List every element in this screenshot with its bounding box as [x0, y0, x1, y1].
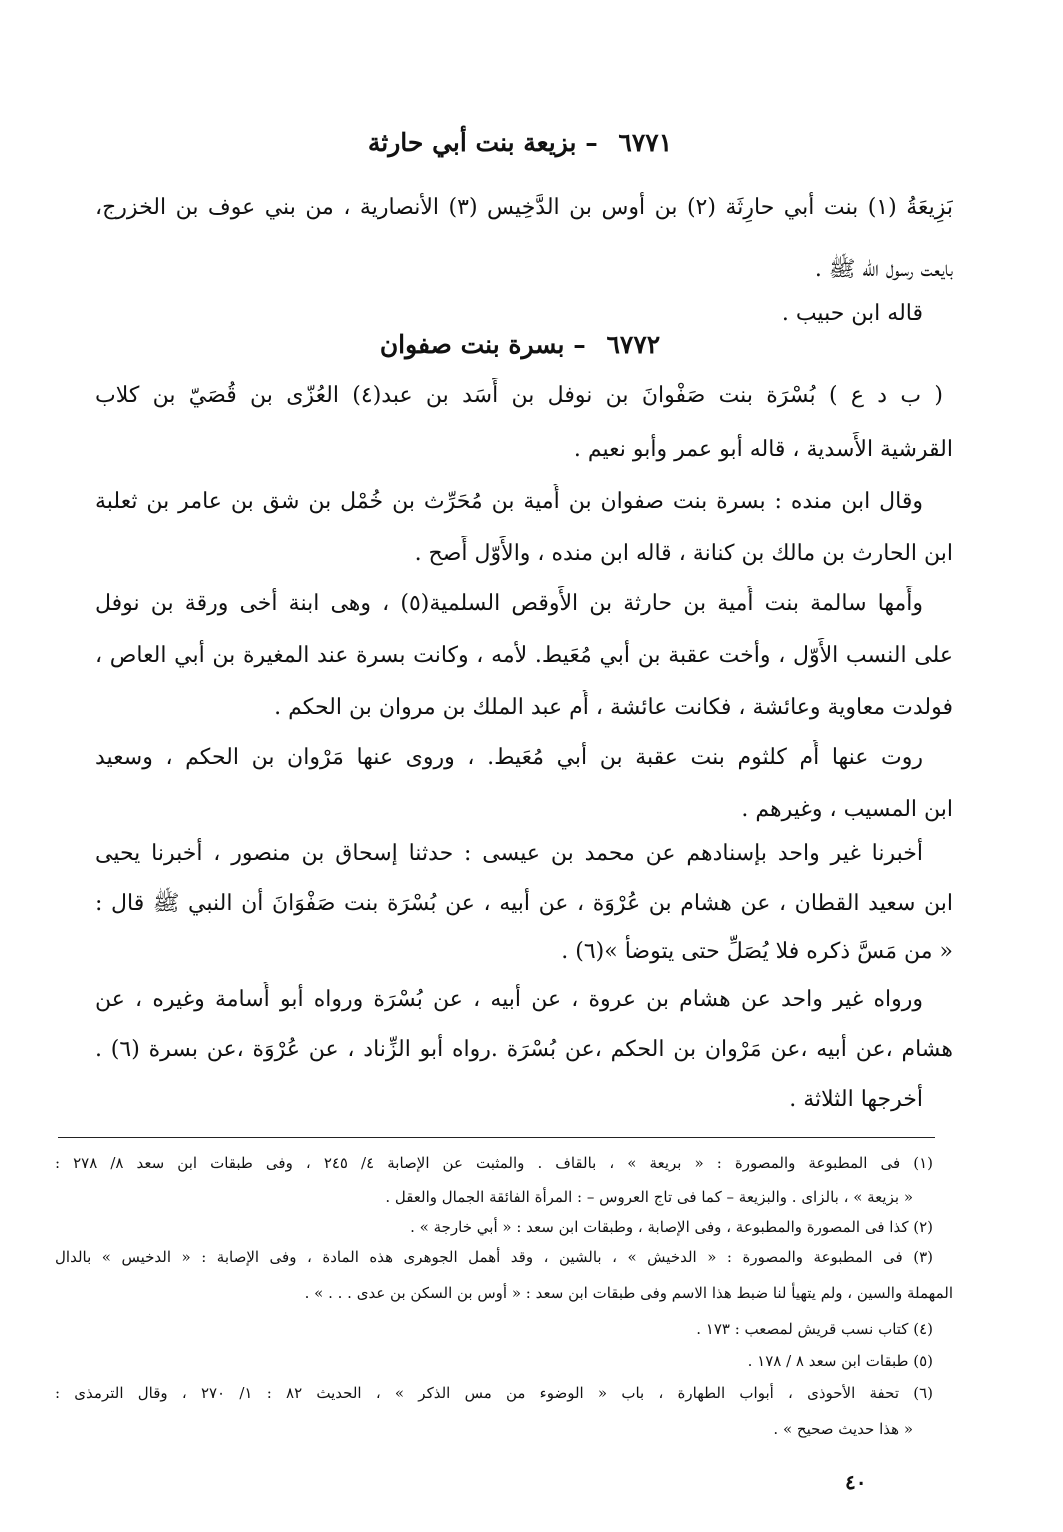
- footnote-line: (٦) تحفة الأحوذى ، أبواب الطهارة ، باب « الوضوء من مس الذكر » ، الحديث ٨٢ : ١/ ٢٧٠ ، وقال الترمذى :: [55, 1384, 933, 1402]
- footnote-line: (٤) كتاب نسب قريش لمصعب : ١٧٣ .: [696, 1320, 933, 1338]
- footnote-line: (٥) طبقات ابن سعد ٨ / ١٧٨ .: [747, 1352, 933, 1370]
- footnote-line: « بزيعة » ، بالزاى . والبزيعة – كما فى تاج العروس – : المرأة الفائقة الجمال والعقل .: [385, 1188, 913, 1206]
- entry-heading-6772: [200, 330, 840, 359]
- entry-heading-6771: [200, 128, 840, 157]
- text-line: ابن سعيد القطان ، عن هشام بن عُرْوَة ، عن أبيه ، عن بُسْرَة بنت صَفْوَانَ أن النبي ﷺ قال :: [95, 891, 953, 916]
- text-line: ابن الحارث بن مالك بن كنانة ، قاله ابن منده ، والأَوّل أَصح .: [414, 541, 953, 566]
- text-line: قاله ابن حبيب .: [781, 301, 923, 326]
- footnote-line: (٢) كذا فى المصورة والمطبوعة ، وفى الإصابة ، وطبقات ابن سعد : « أبي خارجة » .: [410, 1218, 933, 1236]
- entry-dash: –: [585, 128, 598, 157]
- footnote-line: (٣) فى المطبوعة والمصورة : « الدخيش » ، بالشين ، وقد أهمل الجوهرى هذه المادة ، وفى الإصابة : « الدخيس » بالدال: [55, 1248, 933, 1266]
- text-line: بَزِيعَةُ (١) بنت أبي حارِثَة (٢) بن أوس بن الدَّخِيس (٣) الأنصارية ، من بني عوف بن الخزرج،: [95, 195, 953, 220]
- text-line: فولدت معاوية وعائشة ، فكانت عائشة ، أُم عبد الملك بن مروان بن الحكم .: [274, 695, 953, 720]
- text-line: القرشية الأَسدية ، قاله أبو عمر وأبو نعيم .: [573, 437, 953, 462]
- footnote-line: المهملة والسين ، ولم يتهيأ لنا ضبط هذا الاسم وفى طبقات ابن سعد : « أوس بن السكن بن عدى . . . » .: [304, 1284, 953, 1302]
- text-line: « من مَسَّ ذكره فلا يُصَلِّ حتى يتوضأ »(٦) .: [561, 939, 953, 964]
- entry-number: ٦٧٧٢: [606, 330, 661, 359]
- entry-title: بزيعة بنت أبي حارثة: [367, 128, 577, 157]
- entry-number: ٦٧٧١: [618, 128, 673, 157]
- footnote-divider: [58, 1137, 935, 1138]
- entry-dash: –: [573, 330, 586, 359]
- text-line: على النسب الأَوّل ، وأخت عقبة بن أبي مُعَيط. لأمه ، وكانت بسرة عند المغيرة بن أبي العاص ،: [95, 643, 953, 668]
- footnote-line: (١) فى المطبوعة والمصورة : « بريعة » ، بالقاف . والمثبت عن الإصابة ٤/ ٢٤٥ ، وفى طبقات ابن سعد ٨/ ٢٧٨ :: [55, 1154, 933, 1172]
- text-line: أخبرنا غير واحد بإسنادهم عن محمد بن عيسى : حدثنا إسحاق بن منصور ، أخبرنا يحيى: [95, 841, 923, 866]
- text-line: ( ب د ع ) بُسْرَة بنت صَفْوانَ بن نوفل بن أَسَد بن عبد(٤) العُزّى بن قُصَيّ بن كلاب: [95, 383, 943, 408]
- text-line: وأَمها سالمة بنت أُمية بن حارثة بن الأَوقص السلمية(٥) ، وهى ابنة أخى ورقة بن نوفل: [95, 591, 923, 616]
- text-line: روت عنها أُم كلثوم بنت عقبة بن أبي مُعَيط. ، وروى عنها مَرْوان بن الحكم ، وسعيد: [95, 745, 923, 770]
- page-number: ٤٠: [845, 1470, 867, 1494]
- text-line: بايعت رسول الله ﷺ .: [814, 257, 953, 282]
- text-line: ابن المسيب ، وغيرهم .: [741, 797, 953, 822]
- text-line: هشام ،عن أبيه ،عن مَرْوان بن الحكم ،عن بُسْرَة .رواه أبو الزِّناد ، عن عُرْوَة ،عن بسرة (٦) .: [95, 1037, 953, 1062]
- text-line: وقال ابن منده : بسرة بنت صفوان بن أُمية بن مُحَرِّث بن خُمْل بن شق بن عامر بن ثعلبة: [95, 489, 923, 514]
- text-line: أخرجها الثلاثة .: [789, 1087, 923, 1112]
- text-line: ورواه غير واحد عن هشام بن عروة ، عن أبيه ، عن بُسْرَة ورواه أبو أُسامة وغيره ، عن: [95, 987, 923, 1012]
- footnote-line: « هذا حديث صحيح » .: [773, 1420, 913, 1438]
- entry-title: بسرة بنت صفوان: [379, 330, 565, 359]
